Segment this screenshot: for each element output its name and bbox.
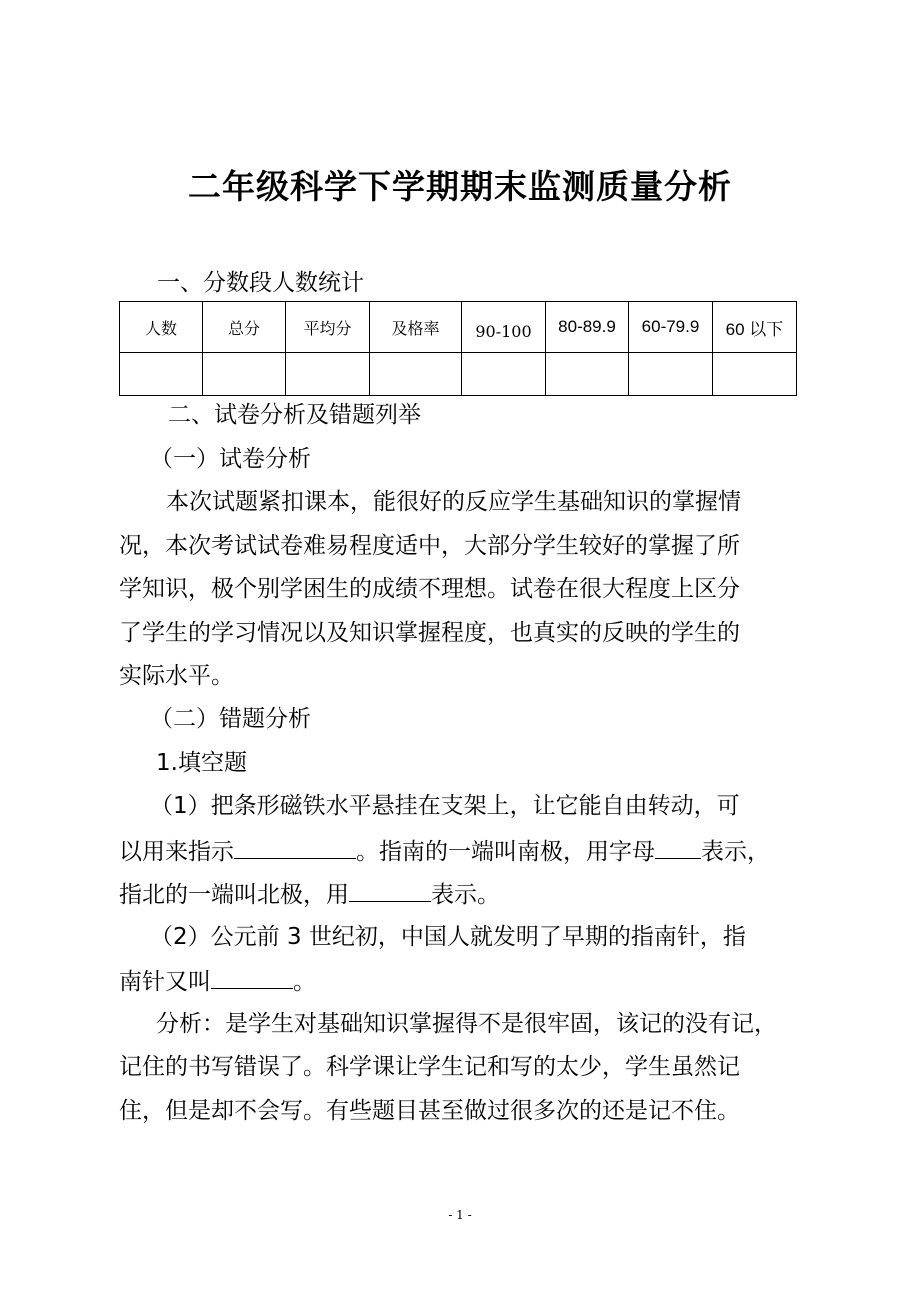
fill-blank-heading: 1.填空题: [156, 750, 247, 776]
question-1-line: [119, 832, 770, 870]
table-cell: [120, 353, 203, 396]
table-cell: [286, 353, 370, 396]
score-distribution-table: [119, 301, 797, 396]
question-text: 南针又叫: [119, 969, 211, 995]
table-cell: [713, 353, 797, 396]
question-1-line: [119, 875, 500, 913]
analysis-note-line: 分析：是学生对基础知识掌握得不是很牢固，该记的没有记，: [156, 1011, 777, 1037]
header-cell-count: 人数: [120, 302, 203, 353]
section-heading-paper-analysis: 二、试卷分析及错题列举: [168, 402, 421, 428]
table-header-row: [120, 302, 797, 353]
analysis-paragraph-line: 了学生的学习情况以及知识掌握程度，也真实的反映的学生的: [119, 620, 740, 646]
question-2-line: [119, 962, 316, 1000]
question-text: 。指南的一端叫南极，用字母: [356, 839, 655, 865]
table-cell: [462, 353, 546, 396]
question-1-line: （1）把条形磁铁水平悬挂在支架上，让它能自由转动，可: [150, 793, 740, 819]
analysis-note-line: 记住的书写错误了。科学课让学生记和写的太少，学生虽然记: [119, 1054, 740, 1080]
answer-blank: [655, 832, 701, 859]
question-text: 表示。: [431, 882, 500, 908]
answer-blank: [234, 832, 356, 859]
subsection-heading-error-analysis: （二）错题分析: [150, 706, 311, 732]
page-title: 二年级科学下学期期末监测质量分析: [188, 167, 732, 206]
header-cell-total: 总分: [203, 302, 286, 353]
header-cell-pass-rate: 及格率: [370, 302, 462, 353]
table-cell: [203, 353, 286, 396]
header-cell-90-100: 90-100: [462, 302, 546, 353]
page-number: - 1 -: [448, 1208, 472, 1222]
subsection-heading-paper-analysis: （一）试卷分析: [150, 446, 311, 472]
analysis-paragraph-line: 学知识，极个别学困生的成绩不理想。试卷在很大程度上区分: [119, 576, 740, 602]
analysis-paragraph-line: 况，本次考试试卷难易程度适中，大部分学生较好的掌握了所: [119, 533, 740, 559]
question-text: 以用来指示: [119, 839, 234, 865]
table-row: [120, 353, 797, 396]
answer-blank: [349, 875, 431, 902]
header-cell-below-60: 60 以下: [713, 302, 797, 353]
header-cell-average: 平均分: [286, 302, 370, 353]
table-cell: [629, 353, 713, 396]
question-2-line: （2）公元前 3 世纪初，中国人就发明了早期的指南针，指: [150, 924, 746, 950]
header-cell-80-89: 80-89.9: [546, 302, 629, 353]
analysis-paragraph-line: 本次试题紧扣课本，能很好的反应学生基础知识的掌握情: [166, 489, 741, 515]
question-text: 表示，: [701, 839, 770, 865]
question-text: 。: [293, 969, 316, 995]
table-cell: [370, 353, 462, 396]
question-text: 指北的一端叫北极，用: [119, 882, 349, 908]
table-cell: [546, 353, 629, 396]
section-heading-score-stats: 一、分数段人数统计: [157, 270, 364, 296]
analysis-paragraph-line: 实际水平。: [119, 663, 234, 689]
analysis-note-line: 住，但是却不会写。有些题目甚至做过很多次的还是记不住。: [119, 1098, 740, 1124]
header-cell-60-79: 60-79.9: [629, 302, 713, 353]
answer-blank: [211, 962, 293, 989]
